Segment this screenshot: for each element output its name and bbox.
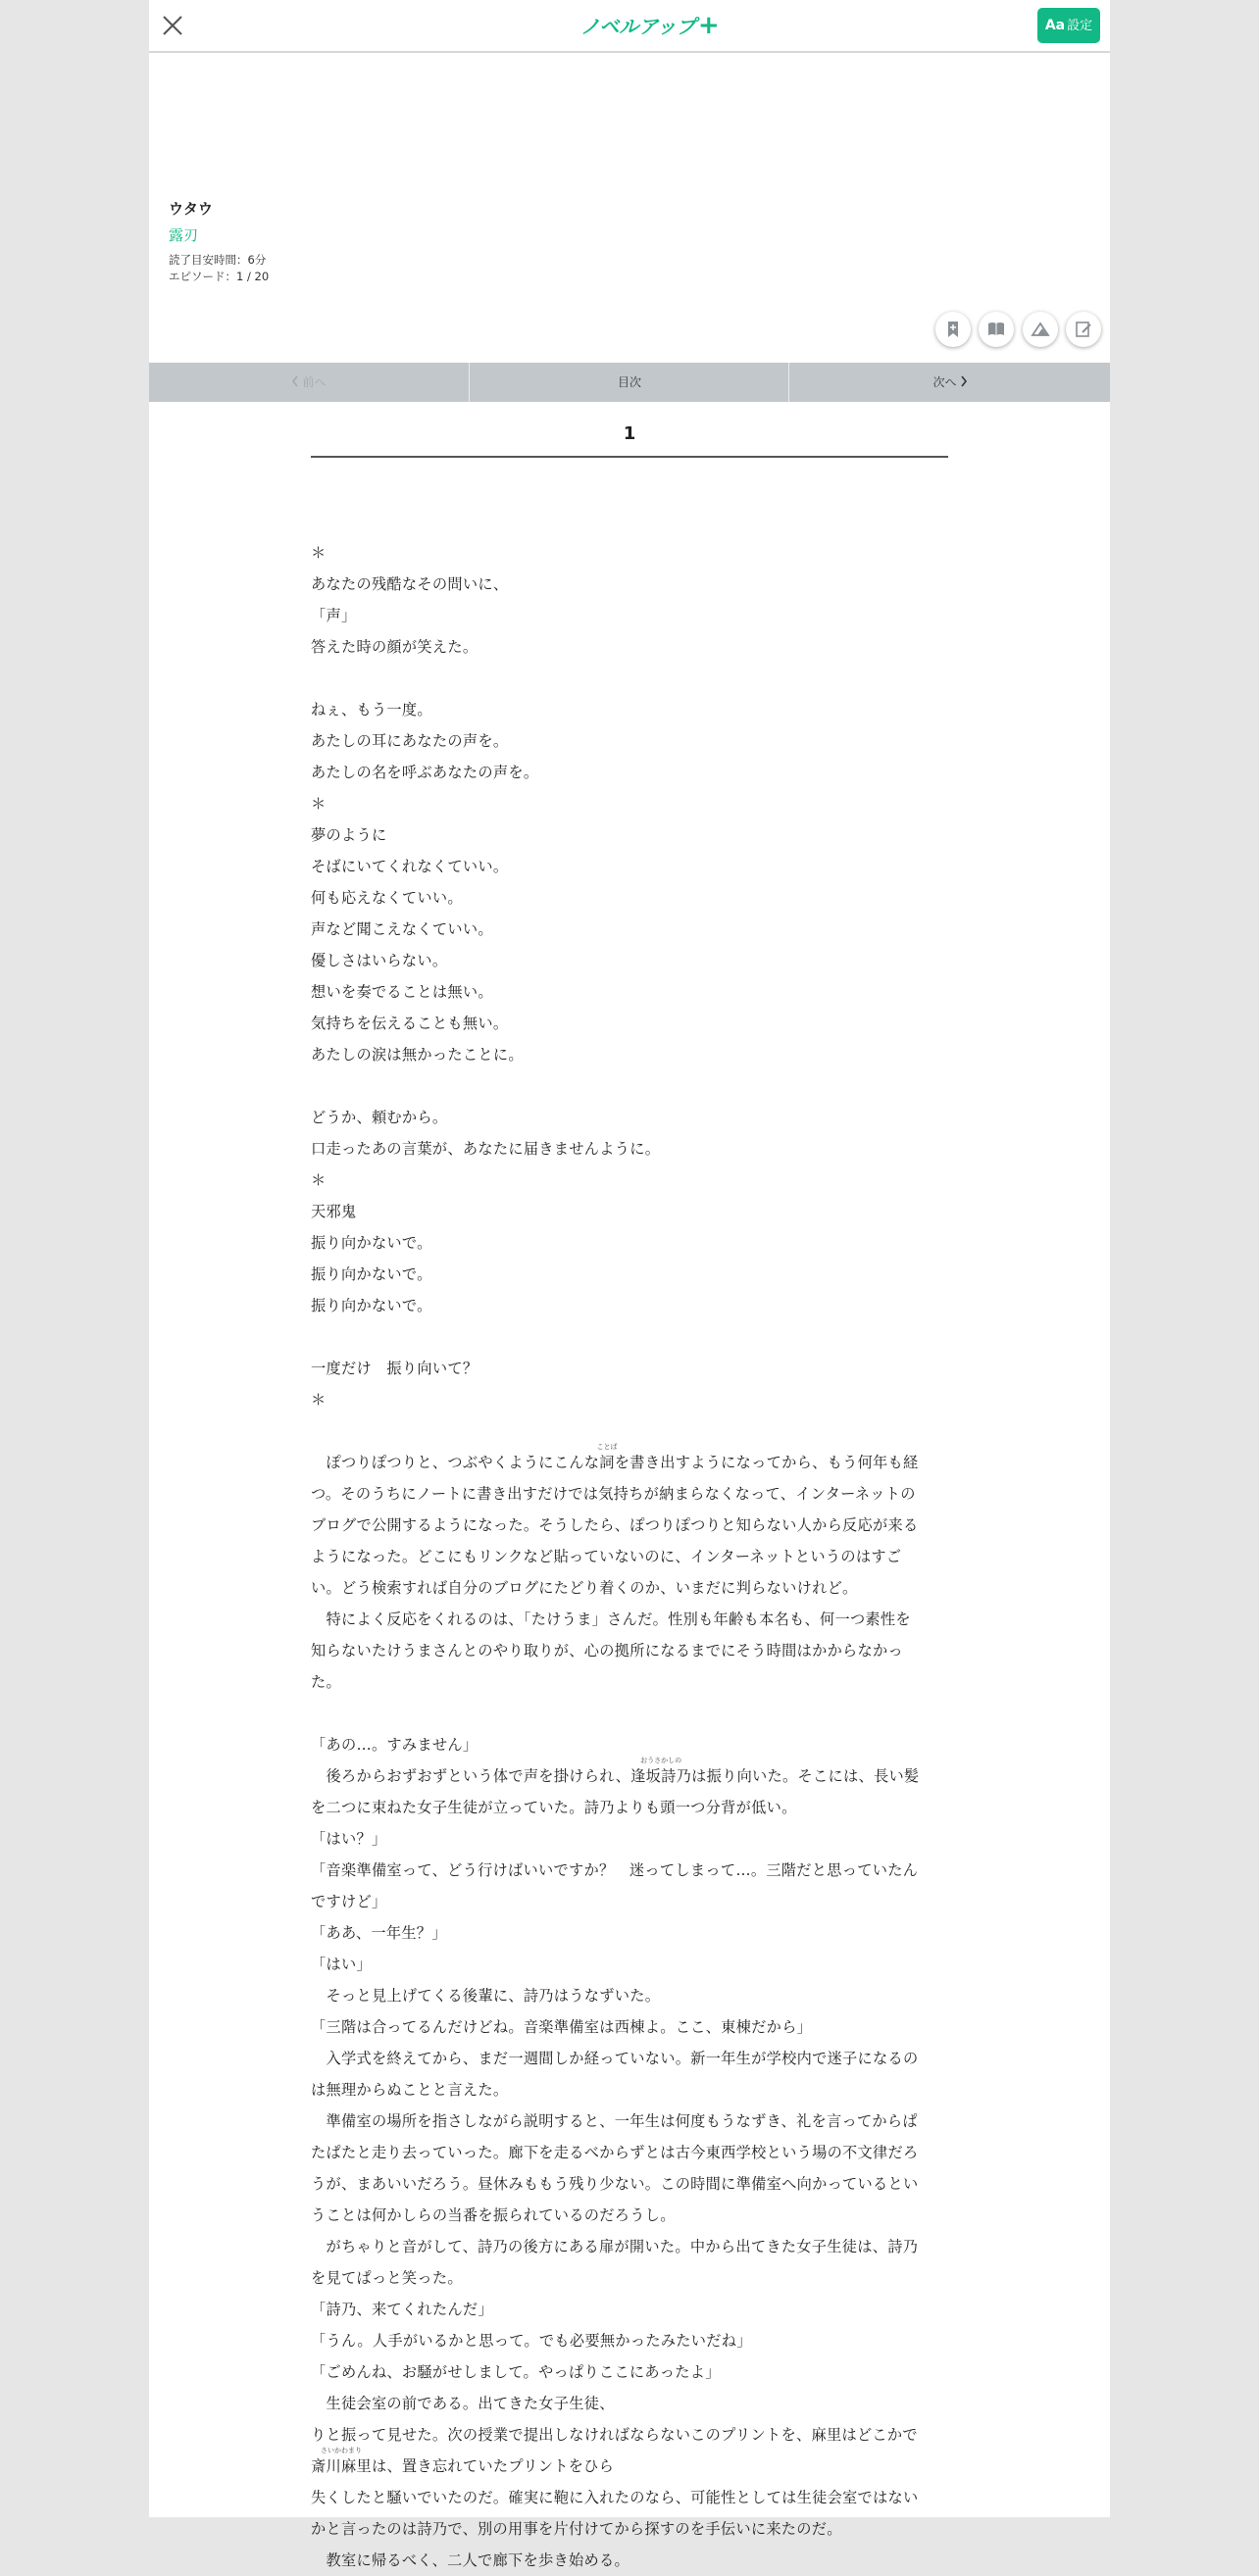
add-bookshelf-button[interactable]	[979, 312, 1014, 347]
body-line-text: 後ろからおずおずという体で声を掛けられ、	[311, 1767, 631, 1785]
body-line	[311, 1949, 948, 1980]
body-line	[311, 2074, 948, 2105]
body-line-text: ＊	[311, 544, 327, 562]
body-line	[311, 1572, 948, 1604]
body-line-text: は、置き忘れていたプリントをひら	[371, 2457, 615, 2475]
body-line	[311, 1541, 948, 1572]
body-line-text: ＊	[311, 795, 327, 813]
body-line	[311, 600, 948, 631]
body-line	[311, 1353, 948, 1384]
ruby-word	[596, 1443, 618, 1478]
body-line-text: うが、まあいいだろう。昼休みももう残り少ない。この時間に準備室へ向かっているとい	[311, 2175, 919, 2193]
body-line-text: つ。そのうちにノートに書き出すだけでは気持ちが納まらなくなって、インターネットの	[311, 1485, 916, 1503]
edit-note-button[interactable]	[1066, 312, 1101, 347]
body-line	[311, 1792, 948, 1823]
body-line-text: 天邪鬼	[311, 1203, 357, 1220]
body-line-text: 「三階は合ってるんだけどね。音楽準備室は西棟よ。ここ、東棟だから」	[311, 2018, 813, 2036]
body-line	[311, 2388, 948, 2419]
ruby-reading: ことば	[596, 1443, 618, 1451]
body-line-text: 準備室の場所を指さしながら説明すると、一年生は何度もうなずき、礼を言ってからぱ	[311, 2112, 918, 2130]
body-line-text: 「はい？」	[311, 1830, 387, 1848]
body-line-text: ぽつりぽつりと、つぶやくようにこんな	[311, 1454, 600, 1471]
body-line	[311, 2419, 948, 2482]
body-line	[311, 945, 948, 976]
logo-plus: +	[697, 11, 720, 40]
body-line	[311, 1855, 948, 1886]
body-line	[311, 788, 948, 819]
body-line-text: 声など聞こえなくていい。	[311, 920, 493, 938]
body-line-text: は振り向いた。そこには、長い髪	[691, 1767, 920, 1785]
body-line	[311, 1823, 948, 1855]
next-label: 次へ	[932, 375, 957, 389]
body-line	[311, 2482, 948, 2513]
body-line	[311, 1886, 948, 1917]
body-line	[311, 819, 948, 851]
body-line-text: を書き出すようになってから、もう何年も経	[614, 1454, 919, 1471]
body-line	[311, 1227, 948, 1259]
body-line-text: そっと見上げてくる後輩に、詩乃はうなずいた。	[311, 1987, 661, 2005]
body-line	[311, 2294, 948, 2325]
body-line	[311, 757, 948, 788]
font-size-icon: Aa	[1044, 18, 1066, 33]
author-link[interactable]: 露刃	[169, 226, 199, 244]
body-line	[311, 569, 948, 600]
prev-label: 前へ	[302, 375, 327, 389]
body-line-text: 振り向かないで。	[311, 1234, 432, 1252]
body-line	[311, 1510, 948, 1541]
bookmark-button[interactable]	[935, 312, 971, 347]
body-line	[311, 914, 948, 945]
logo-text: ノベルアップ	[580, 15, 696, 38]
body-line	[311, 2168, 948, 2200]
body-line	[311, 2200, 948, 2231]
body-line-text: 優しさはいらない。	[311, 952, 448, 969]
settings-label: 設定	[1067, 19, 1093, 33]
reading-time: 読了目安時間：6分	[169, 253, 267, 267]
body-line	[311, 1666, 948, 1698]
body-line-text: 教室に帰るべく、二人で廊下を歩き始める。	[311, 2551, 630, 2569]
body-line	[311, 976, 948, 1008]
episode-body	[311, 506, 948, 2576]
body-line-text: 「詩乃、来てくれたんだ」	[311, 2301, 493, 2318]
body-line	[311, 2105, 948, 2137]
body-line	[311, 2545, 948, 2576]
body-line-text: ＊	[311, 1171, 327, 1189]
body-line-text: がちゃりと音がして、詩乃の後方にある扉が開いた。中から出てきた女子生徒は、詩乃	[311, 2238, 919, 2255]
chevron-right-icon	[960, 375, 968, 387]
body-line-text: 「声」	[311, 607, 357, 624]
body-line	[311, 725, 948, 757]
body-line-text: 「うん。人手がいるかと思って。でも必要無かったみたいだね」	[311, 2332, 752, 2350]
chevron-left-icon	[291, 375, 299, 387]
body-line	[311, 1415, 948, 1447]
body-line-text: を二つに束ねた女子生徒が立っていた。詩乃よりも頭一つ分背が低い。	[311, 1799, 797, 1816]
nav-divider	[788, 363, 789, 402]
body-line	[311, 1757, 948, 1792]
body-line-text: 振り向かないで。	[311, 1265, 432, 1283]
body-line	[311, 851, 948, 882]
body-line-text: 答えた時の顔が笑えた。	[311, 638, 478, 656]
body-line	[311, 1980, 948, 2011]
display-settings-button[interactable]	[1037, 8, 1100, 43]
body-line	[311, 1384, 948, 1415]
edit-note-icon	[1074, 320, 1093, 339]
episode-title: 1	[623, 423, 636, 444]
nav-divider	[469, 363, 470, 402]
body-line-text: あたしの涙は無かったことに。	[311, 1046, 524, 1064]
body-line-text: い。どう検索すれば自分のブログにたどり着くのか、いまだに判らないけれど。	[311, 1579, 858, 1597]
body-line-text: そばにいてくれなくていい。	[311, 858, 509, 875]
body-line	[311, 1133, 948, 1164]
support-button[interactable]	[1023, 312, 1058, 347]
body-line	[311, 694, 948, 725]
ruby-base: 詞	[599, 1454, 615, 1471]
body-line-text: た。	[311, 1673, 341, 1691]
support-icon	[1031, 320, 1050, 339]
body-line	[311, 2325, 948, 2356]
body-line	[311, 1698, 948, 1729]
body-line-text: 「あの…。すみません」	[311, 1736, 478, 1754]
add-bookshelf-icon	[986, 320, 1006, 339]
body-line	[311, 2356, 948, 2388]
body-line-text: あたしの名を呼ぶあなたの声を。	[311, 764, 539, 781]
body-line-text: を見てぱっと笑った。	[311, 2269, 463, 2287]
body-line-text: ですけど」	[311, 1893, 387, 1910]
body-line-text: 入学式を終えてから、まだ一週間しか経っていない。新一年生が学校内で迷子になるの	[311, 2050, 919, 2067]
body-line	[311, 631, 948, 663]
next-episode-button[interactable]	[790, 363, 1110, 402]
body-line	[311, 2043, 948, 2074]
body-line-text: 気持ちを伝えることも無い。	[311, 1015, 509, 1032]
body-line-text: りと振って見せた。次の授業で提出しなければならないこのプリントを、麻里はどこかで	[311, 2426, 918, 2444]
body-line-text: 「はい」	[311, 1956, 372, 1973]
body-line	[311, 1070, 948, 1102]
body-line-text: 特によく反応をくれるのは、「たけうま」さんだ。性別も年齢も本名も、何一つ素性を	[311, 1610, 911, 1628]
body-line	[311, 1196, 948, 1227]
episode-navigation	[149, 363, 1110, 402]
body-line	[311, 1259, 948, 1290]
body-line-text: うことは何かしらの当番を振られているのだろうし。	[311, 2206, 676, 2224]
body-line-text: 夢のように	[311, 826, 387, 844]
ruby-word	[311, 2447, 372, 2482]
ruby-reading: さいかわまり	[320, 2447, 362, 2454]
body-line	[311, 1443, 948, 1478]
body-line-text: 振り向かないで。	[311, 1297, 432, 1314]
ruby-base: 斎川麻里	[311, 2457, 372, 2475]
reader-page	[149, 0, 1110, 2569]
body-line	[311, 2262, 948, 2294]
body-line-text: あなたの残酷なその問いに、	[311, 575, 509, 593]
body-line	[311, 537, 948, 569]
body-line-text: 「ごめんね、お騒がせしまして。やっぱりここにあったよ」	[311, 2363, 721, 2381]
body-line	[311, 2011, 948, 2043]
body-line-text: 想いを奏でることは無い。	[311, 983, 493, 1001]
table-of-contents-button[interactable]	[471, 363, 788, 402]
prev-episode-button[interactable]	[149, 363, 469, 402]
body-line	[311, 2231, 948, 2262]
close-button[interactable]	[155, 8, 190, 43]
body-line-text: ようになった。どこにもリンクなど貼っていないのに、インターネットというのはすご	[311, 1548, 902, 1565]
ruby-word	[630, 1757, 692, 1792]
body-line-text: かと言ったのは詩乃で、別の用事を片付けてから探すのを手伝いに来たのだ。	[311, 2520, 842, 2538]
body-line-text: どうか、頼むから。	[311, 1109, 448, 1126]
body-line	[311, 1008, 948, 1039]
episode-count: エピソード：1 / 20	[169, 270, 270, 283]
body-line-text: 口走ったあの言葉が、あなたに届きませんように。	[311, 1140, 661, 1158]
title-divider	[311, 456, 948, 458]
app-header	[149, 0, 1110, 53]
body-line-text: あたしの耳にあなたの声を。	[311, 732, 509, 750]
body-line-text: 知らないたけうまさんとのやり取りが、心の拠所になるまでにそう時間はかからなかっ	[311, 1642, 904, 1660]
toc-label: 目次	[617, 375, 641, 389]
body-line	[311, 1729, 948, 1760]
body-line	[311, 2137, 948, 2168]
body-line	[311, 1164, 948, 1196]
work-title: ウタウ	[169, 200, 213, 218]
body-line-text: 「音楽準備室って、どう行けばいいですか？ 迷ってしまって…。三階だと思っていたん	[311, 1861, 919, 1879]
body-line	[311, 1635, 948, 1666]
body-line	[311, 1917, 948, 1949]
body-line-text: 生徒会室の前である。出てきた女子生徒、	[311, 2395, 615, 2412]
body-line	[311, 1102, 948, 1133]
body-line	[311, 1290, 948, 1321]
body-line	[311, 882, 948, 914]
body-line	[311, 1321, 948, 1353]
body-line	[311, 506, 948, 537]
body-line-text: たぱたと走り去っていった。廊下を走るべからずとは古今東西学校という場の不文律だろ	[311, 2144, 919, 2161]
bookmark-icon	[943, 320, 963, 339]
site-logo[interactable]	[580, 12, 720, 39]
close-icon	[155, 8, 190, 43]
body-line-text: は無理からぬことと言えた。	[311, 2081, 509, 2099]
body-line	[311, 1039, 948, 1070]
body-line-text: ＊	[311, 1391, 327, 1409]
body-line	[311, 1478, 948, 1510]
ruby-reading: おうさかしの	[640, 1757, 682, 1764]
body-line	[311, 1604, 948, 1635]
ruby-base: 逢坂詩乃	[630, 1767, 692, 1785]
body-line-text: 「ああ、一年生？」	[311, 1924, 447, 1942]
body-line-text: 一度だけ 振り向いて？	[311, 1360, 478, 1377]
body-line	[311, 663, 948, 694]
body-line-text: ねぇ、もう一度。	[311, 701, 432, 718]
body-line-text: 何も応えなくていい。	[311, 889, 463, 907]
body-line-text: ブログで公開するようになった。そうしたら、ぽつりぽつりと知らない人から反応が来る	[311, 1516, 919, 1534]
body-line-text: 失くしたと騒いでいたのだ。確実に鞄に入れたのなら、可能性としては生徒会室ではない	[311, 2489, 919, 2506]
body-line	[311, 2513, 948, 2545]
